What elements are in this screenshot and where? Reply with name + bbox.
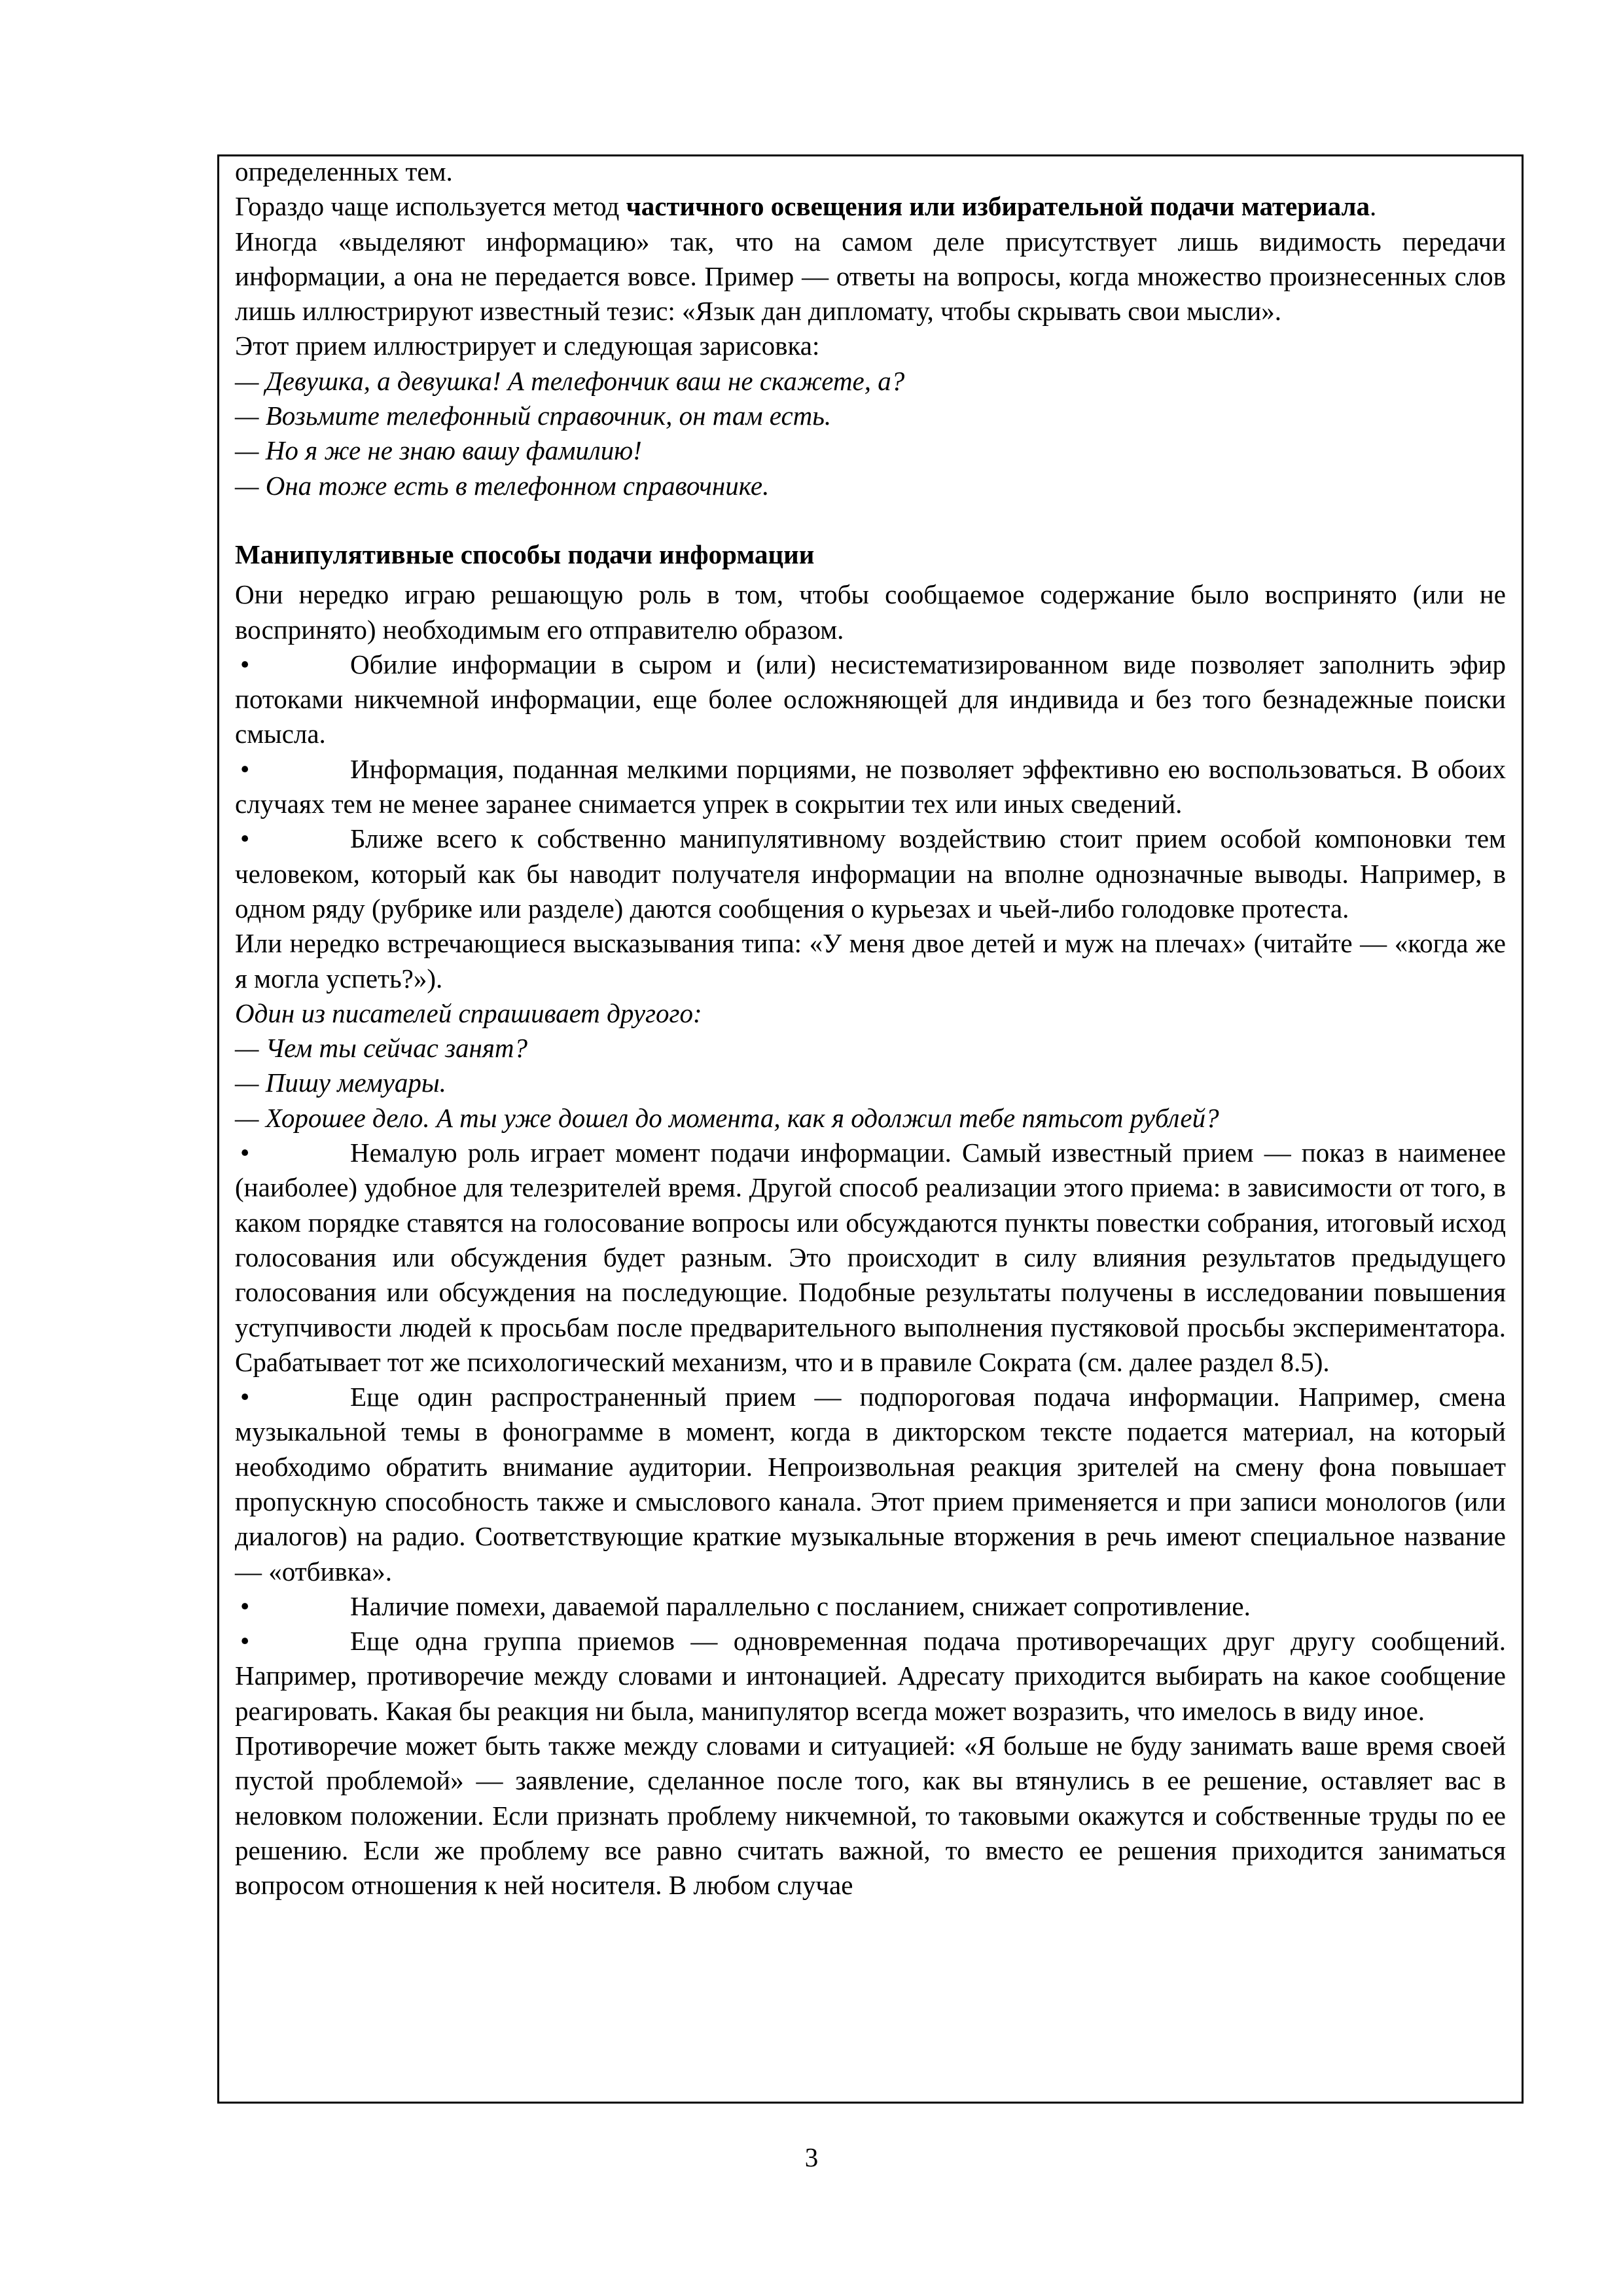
paragraph: Противоречие может быть также между словами и ситуацией: «Я больше не буду занимать ваше время своей пустой проблемой» — заявление, сделанное после того, как вы втянулись в ее решение, оставляет вас в неловком положении. Если признать проблему никчемной, то таковыми окажутся и собственные труды по ее решению. Если же проблему все равно считать важной, то вместо ее решения приходится заниматься вопросом отношения к ней носителя. В любом случае xyxy=(235,1731,1506,1901)
section-heading: Манипулятивные способы подачи информации xyxy=(235,539,815,569)
bullet-item xyxy=(235,821,1506,926)
page-number: 3 xyxy=(804,2142,819,2172)
dialog-line: — Она тоже есть в телефонном справочнике. xyxy=(235,470,770,501)
paragraph xyxy=(235,189,1506,224)
bullet-text: Наличие помехи, даваемой параллельно с посланием, снижает сопротивление. xyxy=(350,1590,1251,1621)
bullet-text: Ближе всего к собственно манипулятивному воздействию стоит прием особой компоновки тем человеком, который как бы наводит получателя информации на вполне однозначные выводы. Например, в одном ряду (рубрике или разделе) даются сообщения о курьезах и чьей-либо голодовке протеста. xyxy=(235,823,1506,924)
text-frame xyxy=(217,154,1524,2104)
bullet-item xyxy=(235,752,1506,822)
dialog-intro: Один из писателей спрашивает другого: xyxy=(235,997,702,1028)
dialog-line: — Возьмите телефонный справочник, он там есть. xyxy=(235,401,832,431)
dialog-line: — Девушка, а девушка! А телефончик ваш не скажете, а? xyxy=(235,365,905,396)
bullet-text: Еще одна группа приемов — одновременная подача противоречащих друг другу сообщений. Например, противоречие между словами и интонацией. Адресату приходится выбирать на какое сообщение реагировать. Какая бы реакция ни была, манипулятор всегда может возразить, что имелось в виду иное. xyxy=(235,1626,1506,1726)
bullet-icon xyxy=(235,1589,350,1624)
paragraph-text: Гораздо чаще используется метод xyxy=(235,191,626,222)
bullet-item xyxy=(235,1624,1506,1729)
bullet-text: Немалую роль играет момент подачи информации. Самый известный прием — показ в наименее (наиболее) удобное для телезрителей время. Другой способ реализации этого приема: в зависимости от того, в каком порядке ставятся на голосование вопросы или обсуждаются пункты повестки собрания, итоговый исход голосования или обсуждения будет разным. Это происходит в силу влияния результатов предыдущего голосования или обсуждения на последующие. Подобные результаты получены в исследовании повышения уступчивости людей к просьбам после предварительного выполнения пустяковой просьбы экспериментатора. Срабатывает тот же психологический механизм, что и в правиле Сократа (см. далее раздел 8.5). xyxy=(235,1138,1506,1377)
bullet-icon xyxy=(235,647,350,682)
dialog-line: — Чем ты сейчас занят? xyxy=(235,1033,528,1064)
bullet-icon xyxy=(235,752,350,787)
bullet-item xyxy=(235,647,1506,752)
bullet-item xyxy=(235,1589,1506,1624)
bullet-item xyxy=(235,1136,1506,1380)
dialog-line: — Но я же не знаю вашу фамилию! xyxy=(235,435,642,466)
bullet-icon xyxy=(235,821,350,856)
bullet-icon xyxy=(235,1380,350,1414)
paragraph: Они нередко играю решающую роль в том, чтобы сообщаемое содержание было воспринято (или не воспринято) необходимым его отправителю образом. xyxy=(235,579,1506,645)
paragraph-text: . xyxy=(1370,191,1377,222)
bullet-text: Обилие информации в сыром и (или) несистематизированном виде позволяет заполнить эфир потоками никчемной информации, еще более осложняющей для индивида и без того безнадежные поиски смысла. xyxy=(235,649,1506,749)
bullet-text: Еще один распространенный прием — подпороговая подача информации. Например, смена музыкальной темы в фонограмме в момент, когда в дикторском тексте подается материал, на который необходимо обратить внимание аудитории. Непроизвольная реакция зрителей на смену фона повышает пропускную способность также и смыслового канала. Этот прием применяется и при записи монологов (или диалогов) на радио. Соответствующие краткие музыкальные вторжения в речь имеют специальное название — «отбивка». xyxy=(235,1382,1506,1587)
paragraph: Иногда «выделяют информацию» так, что на самом деле присутствует лишь видимость передачи информации, а она не передается вовсе. Пример — ответы на вопросы, когда множество произнесенных слов лишь иллюстрируют известный тезис: «Язык дан дипломату, чтобы скрывать свои мысли». xyxy=(235,226,1506,327)
bold-term: частичного освещения или избирательной подачи материала xyxy=(626,191,1370,222)
paragraph: определенных тем. xyxy=(235,156,453,187)
bullet-item xyxy=(235,1380,1506,1589)
bullet-text: Информация, поданная мелкими порциями, не позволяет эффективно ею воспользоваться. В обоих случаях тем не менее заранее снимается упрек в сокрытии тех или иных сведений. xyxy=(235,753,1506,819)
paragraph: Или нередко встречающиеся высказывания типа: «У меня двое детей и муж на плечах» (читайте — «когда же я могла успеть?»). xyxy=(235,928,1506,994)
bullet-icon xyxy=(235,1136,350,1170)
dialog-line: — Пишу мемуары. xyxy=(235,1067,446,1098)
bullet-icon xyxy=(235,1624,350,1659)
paragraph: Этот прием иллюстрирует и следующая зарисовка: xyxy=(235,331,820,361)
dialog-line: — Хорошее дело. А ты уже дошел до момента, как я одолжил тебе пятьсот рублей? xyxy=(235,1102,1219,1133)
